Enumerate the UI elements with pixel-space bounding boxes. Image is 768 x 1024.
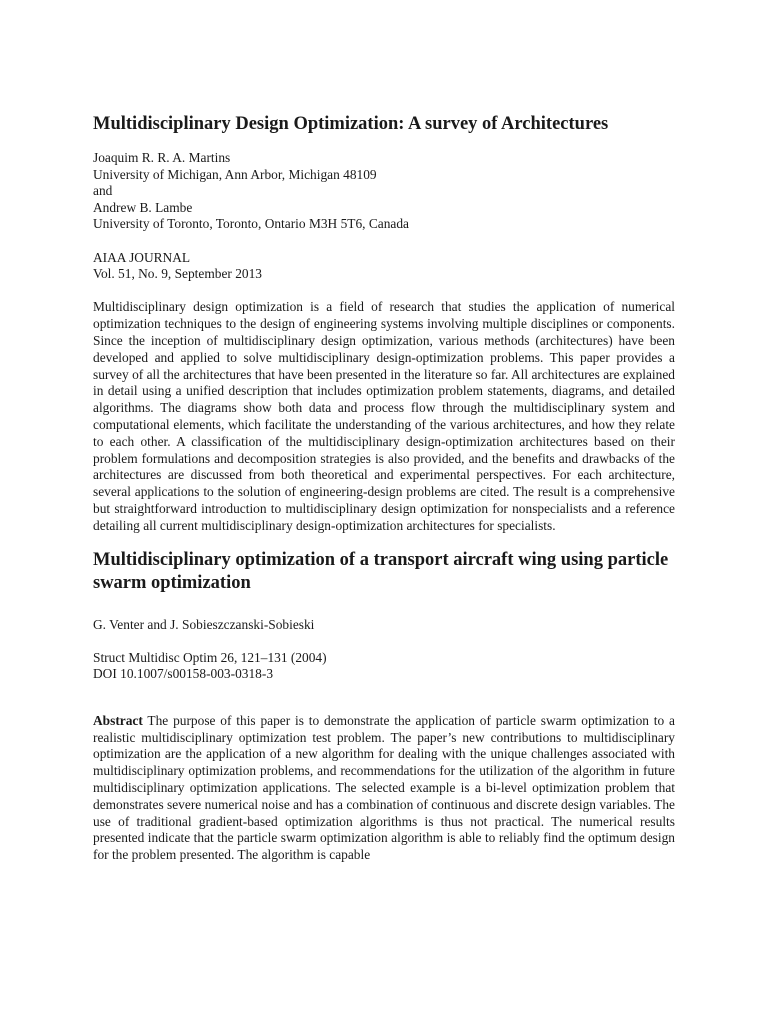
paper2-abstract-text: The purpose of this paper is to demonstrate the application of particle swarm optimization to a realistic multidisciplinary optimization test problem. The paper’s new contributions to multidisciplinary optimization are the application of a new algorithm for dealing with the unique challenges associated with multidisciplinary optimization problems, and recommendations for the utilization of the algorithm in future multidisciplinary optimization applications. The selected example is a bi-level optimization problem that demonstrates severe numerical noise and has a combination of continuous and discrete design variables. The use of traditional gradient-based optimization algorithms is thus not practical. The numerical results presented indicate that the particle swarm optimization algorithm is able to reliably find the optimum design for the problem presented. The algorithm is capable bbox=[93, 712, 675, 863]
paper2-title: Multidisciplinary optimization of a transport aircraft wing using particle swarm optimization bbox=[93, 549, 669, 593]
paper2-authors: G. Venter and J. Sobieszczanski-Sobieski bbox=[93, 616, 315, 632]
paper1-affiliation-2: University of Toronto, Toronto, Ontario M3H 5T6, Canada bbox=[93, 216, 409, 232]
paper2-abstract-label: Abstract bbox=[93, 712, 143, 728]
paper1-journal: AIAA JOURNAL bbox=[93, 249, 191, 265]
document-page bbox=[93, 112, 675, 864]
paper2-citation: Struct Multidisc Optim 26, 121–131 (2004) bbox=[93, 649, 327, 665]
paper1-affiliation-1: University of Michigan, Ann Arbor, Michigan 48109 bbox=[93, 166, 377, 182]
paper1-author-1: Joaquim R. R. A. Martins bbox=[93, 150, 231, 165]
paper1-volume: Vol. 51, No. 9, September 2013 bbox=[93, 266, 262, 282]
paper1-conjunction: and bbox=[93, 183, 113, 199]
paper2-abstract bbox=[93, 713, 675, 864]
paper1-abstract: Multidisciplinary design optimization is a field of research that studies the application of numerical optimization techniques to the design of engineering systems involving multiple disciplines or components. Since the inception of multidisciplinary design optimization, various methods (architectures) have been developed and applied to solve multidisciplinary design-optimization problems. This paper provides a survey of all the architectures that have been presented in the literature so far. All architectures are explained in detail using a unified description that includes optimization problem statements, diagrams, and detailed algorithms. The diagrams show both data and process flow through the multidisciplinary system and computational elements, which facilitate the understanding of the various architectures, and how they relate to each other. A classification of the multidisciplinary design-optimization architectures based on their problem formulations and decomposition strategies is also provided, and the benefits and drawbacks of the architectures are discussed from both theoretical and experimental perspectives. For each architecture, several applications to the solution of engineering-design problems are cited. The result is a comprehensive but straightforward introduction to multidisciplinary design optimization for nonspecialists and a reference detailing all current multidisciplinary design-optimization architectures for specialists. bbox=[93, 299, 675, 533]
paper1-title: Multidisciplinary Design Optimization: A survey of Architectures bbox=[93, 114, 609, 134]
paper2-doi: DOI 10.1007/s00158-003-0318-3 bbox=[93, 666, 274, 682]
paper1-author-2: Andrew B. Lambe bbox=[93, 199, 193, 215]
